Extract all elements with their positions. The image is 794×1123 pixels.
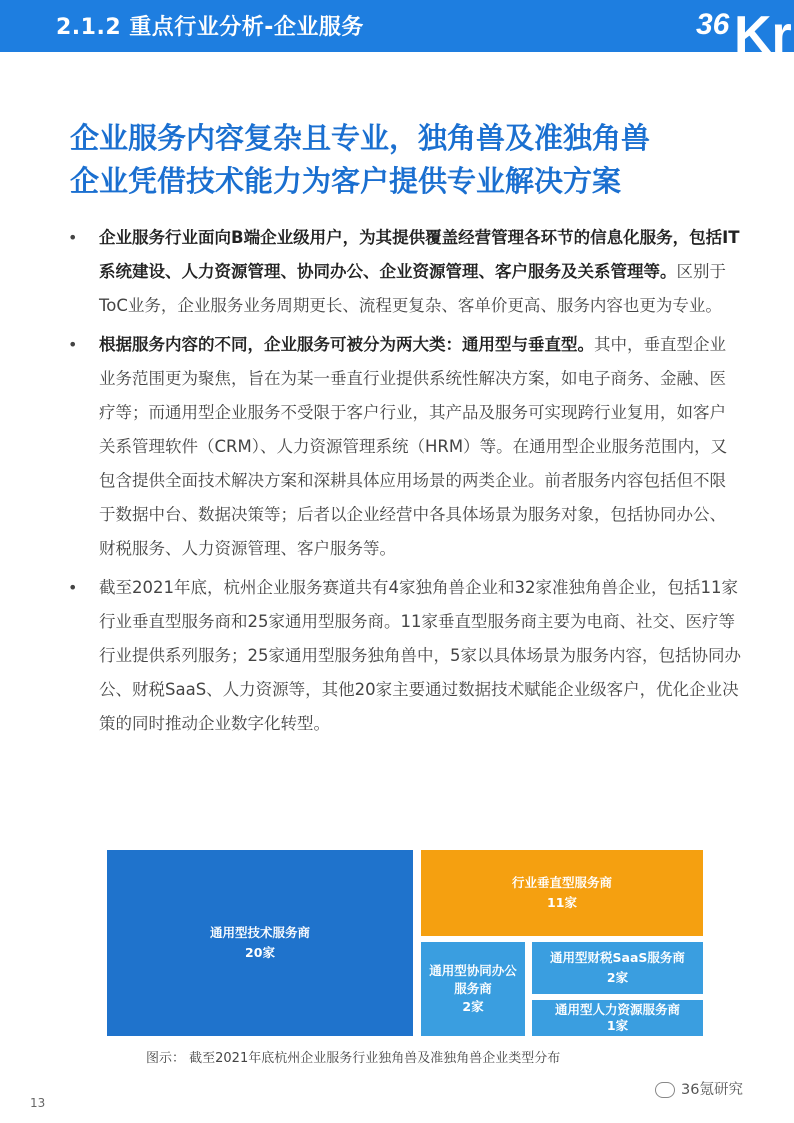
cell-tax-saas [532,942,703,994]
bullet-text: 区别于ToC业务，企业服务业务周期更长、流程更复杂、客单价更高、服务内容也更为专业。 [99,262,726,315]
bullet-dot: • [68,578,78,597]
cell-value: 20家 [245,945,275,960]
cell-vertical-services [421,850,703,936]
cell-collab-office [421,942,525,1036]
cell-value: 2家 [462,999,484,1014]
bullet-text: 截至2021年底，杭州企业服务赛道共有4家独角兽企业和32家准独角兽企业，包括11家行业垂直型服务商和25家通用型服务商。11家垂直型服务商主要为电商、社交、医疗等行业提供系列服务；25家通用型服务独角兽中，5家以具体场景为服务内容，包括协同办公、财税SaaS、人力资源等，其他20家主要通过数据技术赋能企业级客户，优化企业决策的同时推动企业数字化转型。 [99,578,741,733]
headline-line-2: 企业凭借技术能力为客户提供专业解决方案 [70,164,622,198]
bullet-bold-text: 企业服务行业面向B端企业级用户，为其提供覆盖经营管理各环节的信息化服务，包括IT系统建设、人力资源管理、协同办公、企业资源管理、客户服务及关系管理等。 [99,228,740,281]
cell-name: 通用型协同办公服务商 [429,963,517,996]
headline [70,117,750,203]
svg-text:Kr: Kr [734,6,792,52]
cell-tech-services [107,850,413,1036]
svg-text:36: 36 [696,8,730,41]
bullet-text: 其中，垂直型企业业务范围更为聚焦，旨在为某一垂直行业提供系统性解决方案，如电子商务、金融、医疗等；而通用型企业服务不受限于客户行业，其产品及服务可实现跨行业复用，如客户关系管理软件（CRM）、人力资源管理系统（HRM）等。在通用型企业服务范围内，又包含提供全面技术解决方案和深耕具体应用场景的两类企业。前者服务内容包括但不限于数据中台、数据决策等；后者以企业经营中各具体场景为服务对象，包括协同办公、财税服务、人力资源管理、客户服务等。 [99,335,728,558]
cell-name: 通用型技术服务商 [209,925,310,940]
section-title: 2.1.2 重点行业分析-企业服务 [56,15,364,40]
bullet-list [62,221,742,746]
bullet-item [62,221,742,323]
page-number: 13 [30,1096,46,1110]
cell-hr-services [532,1000,703,1036]
wechat-name: 36氪研究 [681,1082,743,1098]
bullet-item [62,571,742,741]
cell-name: 行业垂直型服务商 [511,875,612,890]
cell-name: 通用型财税SaaS服务商 [550,950,685,965]
cell-value: 2家 [606,970,629,985]
wechat-icon [655,1082,675,1098]
headline-line-1: 企业服务内容复杂且专业，独角兽及准独角兽 [70,121,651,155]
36kr-logo [690,0,794,52]
wechat-account [655,1078,743,1099]
figure-caption: 图示： 截至2021年底杭州企业服务行业独角兽及准独角兽企业类型分布 [146,1051,561,1066]
treemap-chart [107,850,705,1038]
cell-name: 通用型人力资源服务商 [554,1002,680,1017]
bullet-bold-text: 根据服务内容的不同，企业服务可被分为两大类：通用型与垂直型。 [99,335,594,354]
bullet-dot: • [68,335,78,354]
bullet-item [62,328,742,566]
page-header [0,0,794,52]
bullet-dot: • [68,228,78,247]
cell-value: 1家 [606,1018,629,1033]
cell-value: 11家 [547,895,577,910]
